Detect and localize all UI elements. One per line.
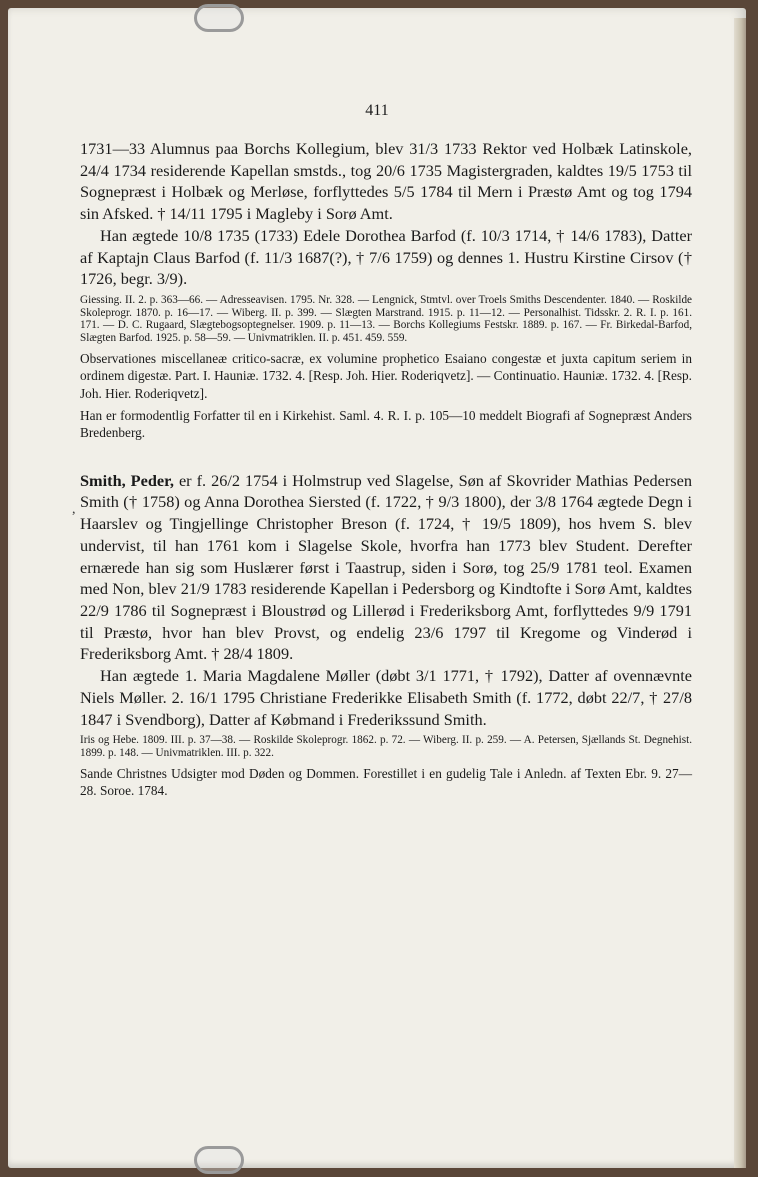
ink-mark: ,: [72, 502, 76, 517]
paper-clip-top: [194, 4, 244, 32]
entry1-works: Observationes miscellaneæ critico-sacræ, ex volumine prophetico Esaiano congestæ et juxta capitum seriem in ordinem digestæ. Part. I. Hauniæ. 1732. 4. [Resp. Joh. Hier. Roderiqvetz]. — Continuatio. Hauniæ. 1732. 4. [Resp. Joh. Hier. Roderiqvetz].: [80, 350, 692, 401]
entry2-paragraph1: [80, 470, 692, 665]
page-edge: [734, 18, 746, 1168]
entry1-references: Giessing. II. 2. p. 363—66. — Adresseavisen. 1795. Nr. 328. — Lengnick, Stmtvl. over Troels Smiths Descendenter. 1840. — Roskilde Skoleprogr. 1870. p. 16—17. — Wiberg. II. p. 399. — Slægten Marstrand. 1915. p. 11—12. — Personalhist. Tidsskr. 2. R. I. p. 161. 171. — D. C. Rugaard, Slægtebogsoptegnelser. 1909. p. 11—13. — Borchs Kollegiums Festskr. 1889. p. 167. — Fr. Birkedal-Barfod, Slægten Barfod. 1925. p. 58—59. — Univmatriklen. II. p. 451. 459. 559.: [80, 293, 692, 345]
entry1-paragraph1: 1731—33 Alumnus paa Borchs Kollegium, blev 31/3 1733 Rektor ved Holbæk Latinskole, 24/4 1734 residerende Kapellan smstds., tog 20/6 1735 Magistergraden, kaldtes 19/5 1753 til Sognepræst i Holbæk og Merløse, forflyttedes 5/5 1784 til Mern i Præstø Amt og tog 1794 sin Afsked. † 14/11 1795 i Magleby i Sorø Amt.: [80, 139, 692, 224]
entry2-references: Iris og Hebe. 1809. III. p. 37—38. — Roskilde Skoleprogr. 1862. p. 72. — Wiberg. II. p. 259. — A. Petersen, Sjællands St. Degnehist. 1899. p. 148. — Univmatriklen. III. p. 322.: [80, 734, 692, 759]
page-number: 411: [365, 102, 389, 119]
book-page: [8, 8, 746, 1168]
entry1-note: Han er formodentlig Forfatter til en i Kirkehist. Saml. 4. R. I. p. 105—10 meddelt Biografi af Sognepræst Anders Bredenberg.: [80, 407, 692, 441]
entry2-paragraph1-text: er f. 26/2 1754 i Holmstrup ved Slagelse, Søn af Skovrider Mathias Pedersen Smith († 1758) og Anna Dorothea Siersted (f. 1722, † 9/3 1800), der 3/8 1764 ægtede Degn i Haarslev og Tingjellinge Christopher Breson (f. 1724, † 19/5 1809), hos hvem S. blev undervist, til han 1761 kom i Slagelse Skole, hvorfra han 1773 blev Student. Derefter ernærede han sig som Huslærer først i Taastrup, siden i Sorø, tog 25/9 1781 teol. Examen med Non, blev 21/9 1783 residerende Kapellan i Pedersborg og Kindtofte i Sorø Amt, kaldtes 22/9 1786 til Sognepræst i Bloustrød og Lillerød i Frederiksborg Amt, forflyttedes 9/9 1791 til Præstø, hvor han blev Provst, og endelig 23/6 1797 til Kregome og Vinderød i Frederiksborg Amt. † 28/4 1809.: [80, 470, 693, 664]
page-content: [80, 138, 692, 799]
entry2-works: Sande Christnes Udsigter mod Døden og Dommen. Forestillet i en gudelig Tale i Anledn. af Texten Ebr. 9. 27—28. Soroe. 1784.: [80, 765, 692, 799]
entry2-name: Smith, Peder,: [80, 470, 174, 490]
entry2-paragraph2: Han ægtede 1. Maria Magdalene Møller (døbt 3/1 1771, † 1792), Datter af ovennævnte Niels Møller. 2. 16/1 1795 Christiane Frederikke Elisabeth Smith (f. 1772, døbt 22/7, † 27/8 1847 i Svendborg), Datter af Købmand i Frederikssund Smith.: [80, 666, 692, 729]
entry1-paragraph2: Han ægtede 10/8 1735 (1733) Edele Dorothea Barfod (f. 10/3 1714, † 14/6 1783), Datter af Kaptajn Claus Barfod (f. 11/3 1687(?), † 7/6 1759) og dennes 1. Hustru Kirstine Cirsov († 1726, begr. 3/9).: [80, 225, 692, 289]
paper-clip-bottom: [194, 1146, 244, 1174]
